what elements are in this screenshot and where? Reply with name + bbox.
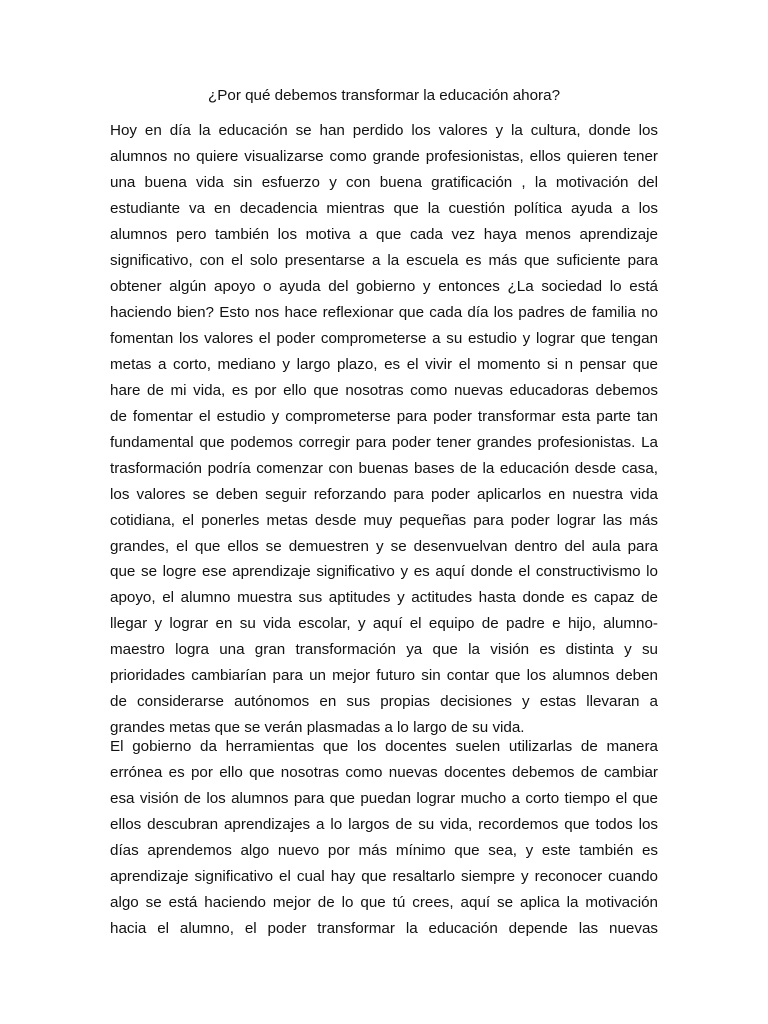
text-line: metas a corto, mediano y largo plazo, es el vivir el momento si n pensar que <box>110 355 658 373</box>
text-line: una buena vida sin esfuerzo y con buena gratificación , la motivación del <box>110 173 658 191</box>
text-line: estudiante va en decadencia mientras que la cuestión política ayuda a los <box>110 199 658 217</box>
text-line: maestro logra una gran transformación ya que la visión es distinta y su <box>110 641 658 659</box>
text-line: obtener algún apoyo o ayuda del gobierno y entonces ¿La sociedad lo está <box>110 277 658 295</box>
text-line: haciendo bien? Esto nos hace reflexionar que cada día los padres de familia no <box>110 303 658 321</box>
text-line: los valores se deben seguir reforzando para poder aplicarlos en nuestra vida <box>110 485 658 503</box>
paragraph-2 <box>110 734 658 942</box>
text-line: grandes, el que ellos se demuestren y se desenvuelvan dentro del aula para <box>110 537 658 555</box>
text-line: errónea es por ello que nosotras como nuevas docentes debemos de cambiar <box>110 763 658 781</box>
text-line: llegar y lograr en su vida escolar, y aquí el equipo de padre e hijo, alumno- <box>110 615 658 633</box>
text-line: apoyo, el alumno muestra sus aptitudes y actitudes hasta donde es capaz de <box>110 589 658 607</box>
text-line: días aprendemos algo nuevo por más mínimo que sea, y este también es <box>110 841 658 859</box>
text-line: algo se está haciendo mejor de lo que tú crees, aquí se aplica la motivación <box>110 893 658 911</box>
text-line: fundamental que podemos corregir para poder tener grandes profesionistas. La <box>110 433 658 451</box>
text-line: fomentan los valores el poder comprometerse a su estudio y lograr que tengan <box>110 329 658 347</box>
text-line: aprendizaje significativo el cual hay que resaltarlo siempre y reconocer cuando <box>110 867 658 885</box>
text-line: cotidiana, el ponerles metas desde muy pequeñas para poder lograr las más <box>110 511 658 529</box>
document-title: ¿Por qué debemos transformar la educación ahora? <box>207 87 561 104</box>
text-line: hacia el alumno, el poder transformar la educación depende las nuevas <box>110 919 658 937</box>
text-line: alumnos no quiere visualizarse como grande profesionistas, ellos quieren tener <box>110 147 658 165</box>
text-line: El gobierno da herramientas que los docentes suelen utilizarlas de manera <box>110 738 658 755</box>
paragraph-1 <box>110 118 658 741</box>
text-line: Hoy en día la educación se han perdido los valores y la cultura, donde los <box>110 122 658 139</box>
text-line: trasformación podría comenzar con buenas bases de la educación desde casa, <box>110 459 658 477</box>
text-line: hare de mi vida, es por ello que nosotras como nuevas educadoras debemos <box>110 381 658 399</box>
text-line: grandes metas que se verán plasmadas a lo largo de su vida. <box>110 719 525 737</box>
text-line: de considerarse autónomos en sus propias decisiones y estas llevaran a <box>110 693 658 711</box>
text-line: esa visión de los alumnos para que puedan lograr mucho a corto tiempo el que <box>110 789 658 807</box>
text-line: alumnos pero también los motiva a que cada vez haya menos aprendizaje <box>110 225 658 243</box>
text-line: ellos descubran aprendizajes a lo largos de su vida, recordemos que todos los <box>110 815 658 833</box>
text-line: de fomentar el estudio y comprometerse para poder transformar esta parte tan <box>110 407 658 425</box>
text-line: prioridades cambiarían para un mejor futuro sin contar que los alumnos deben <box>110 667 658 685</box>
text-line: significativo, con el solo presentarse a la escuela es más que suficiente para <box>110 251 658 269</box>
text-line: que se logre ese aprendizaje significativo y es aquí donde el constructivismo lo <box>110 563 658 581</box>
